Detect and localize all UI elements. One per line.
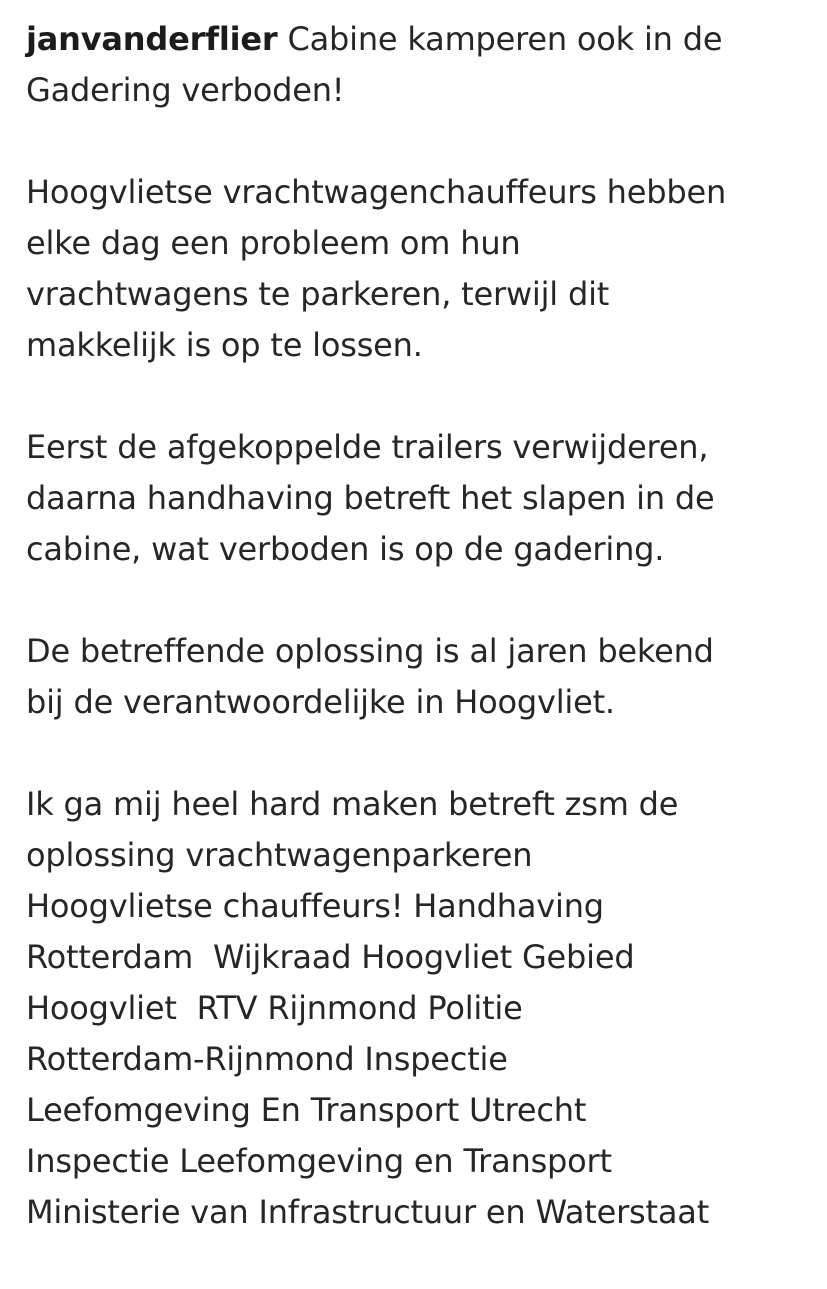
caption-line: Ministerie van Infrastructuur en Waterstaat <box>26 1193 710 1231</box>
caption-line: Ik ga mij heel hard maken betreft zsm de <box>26 785 679 823</box>
caption-line: Eerst de afgekoppelde trailers verwijderen, <box>26 428 709 466</box>
caption-paragraph-1 <box>26 14 816 116</box>
caption-paragraph-3 <box>26 422 816 575</box>
caption-line: Rotterdam Wijkraad Hoogvliet Gebied <box>26 938 635 976</box>
username-link[interactable]: janvanderflier <box>26 20 278 58</box>
post-caption <box>26 14 816 1289</box>
caption-line <box>26 14 816 65</box>
caption-line: Hoogvliet RTV Rijnmond Politie <box>26 989 523 1027</box>
caption-line: bij de verantwoordelijke in Hoogvliet. <box>26 683 615 721</box>
caption-line: daarna handhaving betreft het slapen in de <box>26 479 715 517</box>
caption-line: vrachtwagens te parkeren, terwijl dit <box>26 275 610 313</box>
caption-line: cabine, wat verboden is op de gadering. <box>26 530 665 568</box>
caption-line: Inspectie Leefomgeving en Transport <box>26 1142 612 1180</box>
caption-line: Rotterdam-Rijnmond Inspectie <box>26 1040 508 1078</box>
caption-line: makkelijk is op te lossen. <box>26 326 423 364</box>
caption-line: Hoogvlietse vrachtwagenchauffeurs hebben <box>26 173 727 211</box>
caption-line: elke dag een probleem om hun <box>26 224 521 262</box>
caption-paragraph-5 <box>26 779 816 1238</box>
caption-line: Gadering verboden! <box>26 71 345 109</box>
caption-line: Hoogvlietse chauffeurs! Handhaving <box>26 887 604 925</box>
caption-paragraph-2 <box>26 167 816 371</box>
caption-line: oplossing vrachtwagenparkeren <box>26 836 533 874</box>
caption-paragraph-4 <box>26 626 816 728</box>
caption-line: Leefomgeving En Transport Utrecht <box>26 1091 587 1129</box>
caption-text: Cabine kamperen ook in de <box>277 20 723 58</box>
caption-line: De betreffende oplossing is al jaren bekend <box>26 632 714 670</box>
